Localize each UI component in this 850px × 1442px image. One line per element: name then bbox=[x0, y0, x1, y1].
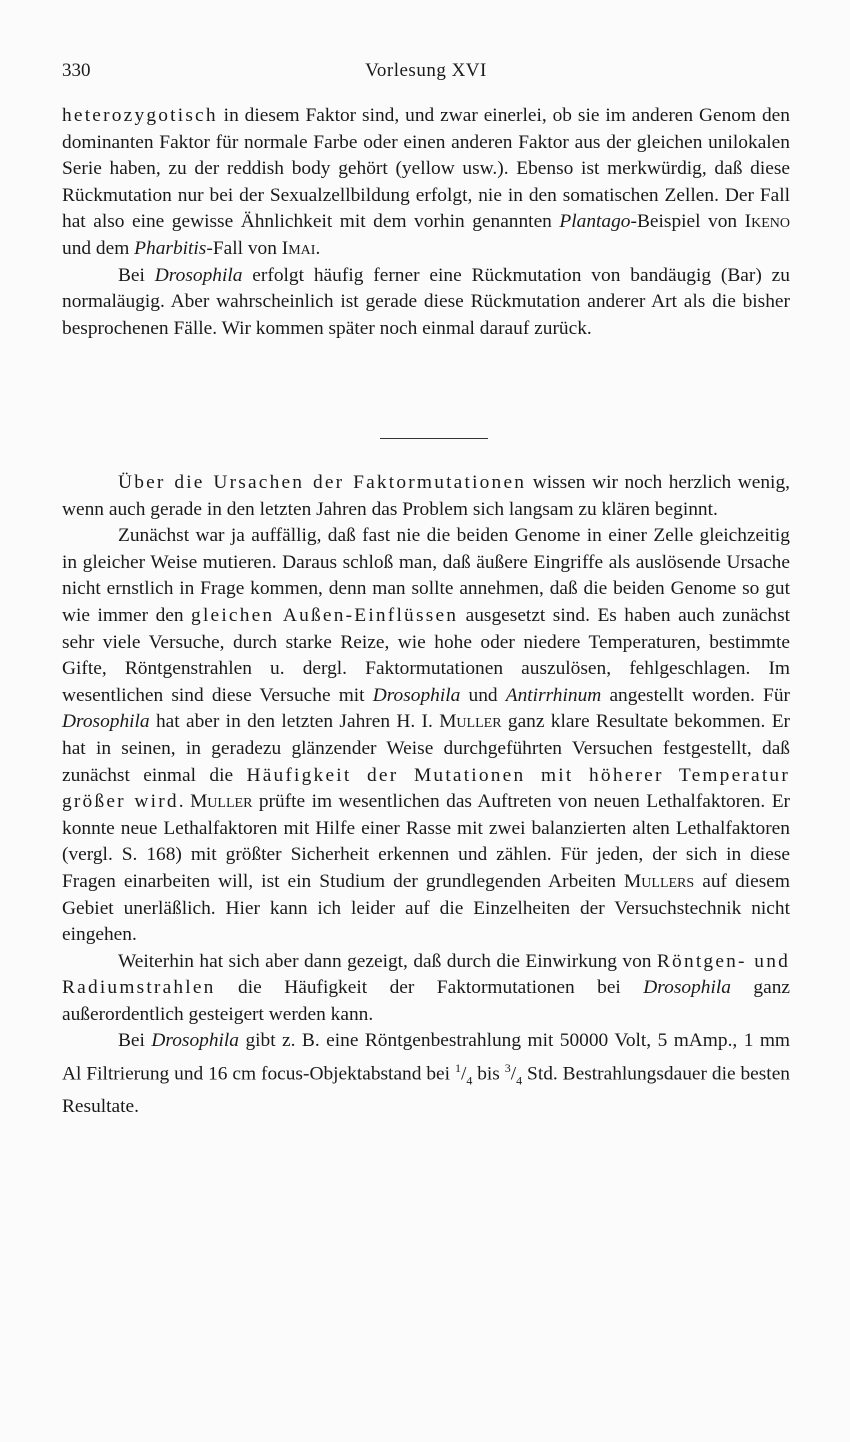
text-run: die Häufigkeit der Faktormutationen bei bbox=[215, 977, 644, 999]
fraction-denominator: 4 bbox=[466, 1073, 473, 1088]
italic-term: Antirrhinum bbox=[505, 684, 602, 706]
italic-term: Plantago bbox=[559, 211, 631, 233]
spaced-term: Häufigkeit der Mutationen mit höherer Temperatur größer wird bbox=[62, 764, 790, 813]
text-run: und dem bbox=[62, 237, 135, 259]
text-run: Zunächst war ja auffällig, daß fast nie die beiden Genome in einer Zelle gleichzeitig in gleicher Weise mutieren. Daraus schloß man, daß äußere Eingriffe als auslösende Ursache nicht ernstlich in Frage kommen, denn man sollte annehmen, daß die beiden Genome so gut wie immer den bbox=[62, 525, 790, 626]
running-title: Vorlesung XVI bbox=[365, 60, 487, 81]
text-run: bis bbox=[472, 1063, 505, 1085]
text-run: gibt z. B. eine Röntgenbestrahlung mit 50000 Volt, 5 mAmp., 1 mm Al Filtrierung und 16 cm focus-Objektabstand bei bbox=[62, 1030, 791, 1085]
fraction-slash: / bbox=[510, 1063, 517, 1085]
text-run: ganz klare Resultate bekommen. Er hat in seinen, in geradezu glänzender Weise durchgeführten Versuchen festgestellt, daß zunächst einmal die bbox=[62, 711, 791, 786]
italic-term: Drosophila bbox=[643, 977, 731, 999]
text-run: -Beispiel von bbox=[630, 211, 745, 233]
text-run: wissen wir noch herzlich wenig, wenn auch gerade in den letzten Jahren das Problem sich langsam zu klären beginnt. bbox=[62, 472, 790, 520]
page-number: 330 bbox=[62, 60, 91, 81]
text-run: in diesem Faktor sind, und zwar einerlei, ob sie im anderen Genom den dominanten Faktor für normale Farbe oder einen anderen Faktor aus der gleichen unilokalen Serie haben, zu der reddish body gehört (yellow usw.). Ebenso ist merkwürdig, daß diese Rückmutation nur bei der Sexualzellbildung erfolgt, nie in den somatischen Zellen. Der Fall hat also eine gewisse Ähnlichkeit mit dem vorhin genannten bbox=[62, 105, 790, 233]
italic-term: Drosophila bbox=[151, 1030, 240, 1052]
text-run: angestellt worden. Für bbox=[601, 684, 790, 706]
text-run: . bbox=[315, 237, 321, 259]
fraction-slash: / bbox=[460, 1063, 467, 1085]
fraction-denominator: 4 bbox=[516, 1073, 523, 1088]
text-run: -Fall von bbox=[206, 237, 282, 259]
spaced-term: gleichen Außen-Einflüssen bbox=[191, 604, 459, 626]
paragraph-6 bbox=[62, 1028, 790, 1120]
author-name: Muller bbox=[190, 791, 253, 813]
text-run: hat aber in den letzten Jahren H. I. bbox=[149, 711, 440, 733]
running-head bbox=[62, 58, 790, 84]
italic-term: Drosophila bbox=[154, 264, 243, 286]
text-run: auf diesem Gebiet unerläßlich. Hier kann ich leider auf die Einzelheiten der Versuchstechnik nicht eingehen. bbox=[62, 870, 790, 946]
text-run: Weiterhin hat sich aber dann gezeigt, daß durch die Einwirkung von bbox=[118, 950, 657, 972]
text-run: ganz außerordentlich gesteigert werden kann. bbox=[62, 977, 791, 1025]
text-run: prüfte im wesentlichen das Auftreten von neuen Lethalfaktoren. Er konnte neue Lethalfaktoren mit Hilfe einer Rasse mit zwei balanzierten alten Lethalfaktoren (vergl. S. 168) mit größter Sicherheit erkennen und zählen. Für jeden, der sich in diese Fragen einarbeiten will, ist ein Studium der grundlegenden Arbeiten bbox=[62, 791, 790, 892]
text-block-main bbox=[62, 470, 790, 1121]
section-divider bbox=[380, 438, 488, 439]
italic-term: Drosophila bbox=[62, 711, 150, 733]
spaced-term: Röntgen- und Radiumstrahlen bbox=[62, 950, 790, 999]
italic-term: Pharbitis bbox=[134, 237, 207, 259]
paragraph-2 bbox=[62, 263, 790, 343]
author-name: Mullers bbox=[624, 870, 695, 892]
spaced-term: heterozygotisch bbox=[62, 105, 218, 126]
paragraph-1 bbox=[62, 103, 790, 263]
author-name: Imai bbox=[281, 237, 316, 259]
text-run: Bei bbox=[118, 264, 155, 286]
author-name: Muller bbox=[439, 711, 502, 733]
author-name: Ikeno bbox=[744, 211, 790, 233]
italic-term: Drosophila bbox=[372, 684, 461, 706]
spaced-term: Über die Ursachen der Faktormutationen bbox=[118, 472, 527, 493]
paragraph-3 bbox=[62, 470, 790, 523]
text-run: und bbox=[460, 684, 506, 706]
fraction-numerator: 1 bbox=[454, 1061, 461, 1076]
text-run: erfolgt häufig ferner eine Rückmutation von bandäugig (Bar) zu normaläugig. Aber wahrscheinlich ist gerade diese Rückmutation anderer Art als die bisher besprochenen Fälle. Wir kommen später noch einmal darauf zurück. bbox=[62, 264, 790, 339]
text-run: ausgesetzt sind. Es haben auch zunächst sehr viele Versuche, durch starke Reize, wie hohe oder niedere Temperaturen, bestimmte Gifte, Röntgenstrahlen u. dergl. Faktormutationen auszulösen, fehlgeschlagen. Im wesentlichen sind diese Versuche mit bbox=[62, 604, 790, 706]
text-run: Std. Bestrahlungsdauer die besten Resultate. bbox=[62, 1063, 790, 1117]
text-run: Bei bbox=[118, 1030, 152, 1052]
paragraph-4 bbox=[62, 523, 790, 949]
paragraph-5 bbox=[62, 949, 790, 1029]
text-run: . bbox=[178, 791, 191, 813]
text-block-top bbox=[62, 103, 790, 342]
fraction-numerator: 3 bbox=[504, 1061, 511, 1076]
